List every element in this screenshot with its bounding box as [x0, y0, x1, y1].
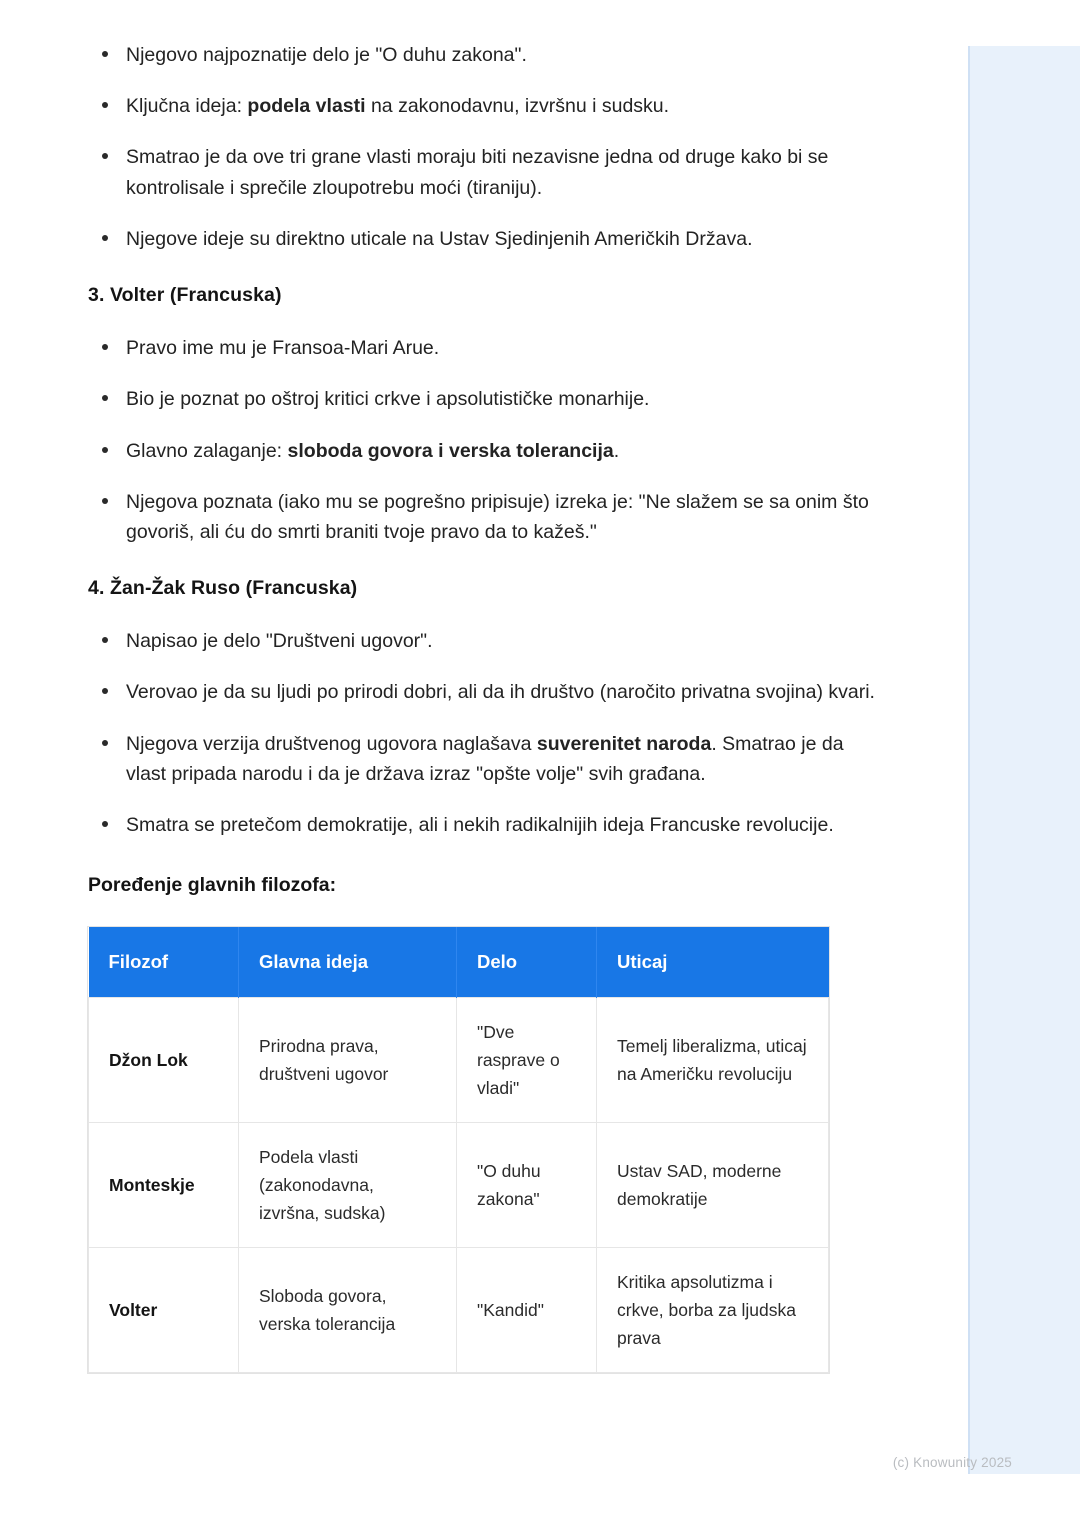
list-item-text: Napisao je delo "Društveni ugovor".: [126, 630, 433, 653]
list-item-text-tail: na zakonodavnu, izvršnu i sudsku.: [365, 95, 670, 118]
list-item-text-tail: . Smatrao je da vlast pripada narodu i da je država izraz "opšte volje" svih građana.: [126, 732, 844, 785]
table-row: [89, 1248, 829, 1373]
cell-filozof: Monteskje: [89, 1123, 239, 1248]
cell-filozof: Volter: [89, 1248, 239, 1373]
list-item-bold: podela vlasti: [247, 95, 366, 118]
list-item: [88, 487, 880, 547]
table-row: [89, 998, 829, 1123]
list-item-text: Njegova verzija društvenog ugovora naglašava: [126, 732, 537, 755]
list-item-text: Pravo ime mu je Fransoa-Mari Arue.: [126, 337, 440, 360]
watermark: (c) Knowunity 2025: [892, 1455, 1012, 1470]
right-side-panel: [968, 46, 1080, 1474]
section-heading-volter: 3. Volter (Francuska): [88, 284, 282, 307]
table-header-row: [89, 927, 829, 998]
list-item-text: Njegove ideje su direktno uticale na Ustav Sjedinjenih Američkih Država.: [126, 227, 753, 250]
table-body: [89, 998, 829, 1373]
cell-delo: "Dve rasprave o vladi": [457, 998, 597, 1123]
list-item: [88, 810, 880, 840]
cell-uticaj: Ustav SAD, moderne demokratije: [597, 1123, 829, 1248]
list-item-text: Njegova poznata (iako mu se pogrešno pripisuje) izreka je: "Ne slažem se sa onim što govoriš, ali ću do smrti braniti tvoje pravo da to kažeš.": [126, 490, 869, 543]
list-item: [88, 91, 880, 121]
list-item: [88, 677, 880, 707]
list-item-bold: suverenitet naroda: [536, 732, 712, 755]
table-header: [89, 927, 829, 998]
list-item-text: Ključna ideja:: [126, 95, 248, 118]
list-item: [88, 626, 880, 656]
cell-glavna-ideja: Podela vlasti (zakonodavna, izvršna, sudska): [239, 1123, 457, 1248]
column-header-delo: Delo: [457, 927, 597, 998]
montesquieu-bullet-list: [88, 40, 880, 254]
list-item-text: Verovao je da su ljudi po prirodi dobri, ali da ih društvo (naročito privatna svojina) kvari.: [126, 681, 875, 704]
list-item: [88, 333, 880, 363]
list-item-bold: sloboda govora i verska tolerancija: [287, 439, 614, 462]
ruso-bullet-list: [88, 626, 880, 840]
philosophers-comparison-table: [88, 927, 829, 1373]
table-title: Poređenje glavnih filozofa:: [88, 874, 337, 897]
cell-delo: "O duhu zakona": [457, 1123, 597, 1248]
cell-uticaj: Kritika apsolutizma i crkve, borba za ljudska prava: [597, 1248, 829, 1373]
volter-bullet-list: [88, 333, 880, 547]
cell-delo: "Kandid": [457, 1248, 597, 1373]
list-item-text-tail: .: [613, 439, 620, 462]
list-item: [88, 224, 880, 254]
cell-filozof: Džon Lok: [89, 998, 239, 1123]
column-header-glavna-ideja: Glavna ideja: [239, 927, 457, 998]
list-item-text: Glavno zalaganje:: [126, 439, 288, 462]
list-item-text: Smatra se pretečom demokratije, ali i nekih radikalnijih ideja Francuske revolucije.: [126, 814, 834, 837]
column-header-uticaj: Uticaj: [597, 927, 829, 998]
list-item: [88, 436, 880, 466]
list-item: [88, 40, 880, 70]
list-item: [88, 142, 880, 202]
list-item-text: Bio je poznat po oštroj kritici crkve i apsolutističke monarhije.: [126, 388, 650, 411]
cell-glavna-ideja: Prirodna prava, društveni ugovor: [239, 998, 457, 1123]
column-header-filozof: Filozof: [89, 927, 239, 998]
list-item-text: Njegovo najpoznatije delo je "O duhu zakona".: [126, 44, 527, 66]
cell-glavna-ideja: Sloboda govora, verska tolerancija: [239, 1248, 457, 1373]
list-item-text: Smatrao je da ove tri grane vlasti moraju biti nezavisne jedna od druge kako bi se kontrolisale i sprečile zloupotrebu moći (tiraniju).: [126, 146, 829, 199]
list-item: [88, 729, 880, 789]
list-item: [88, 384, 880, 414]
table-row: [89, 1123, 829, 1248]
cell-uticaj: Temelj liberalizma, uticaj na Američku revoluciju: [597, 998, 829, 1123]
section-heading-ruso: 4. Žan-Žak Ruso (Francuska): [88, 577, 358, 600]
